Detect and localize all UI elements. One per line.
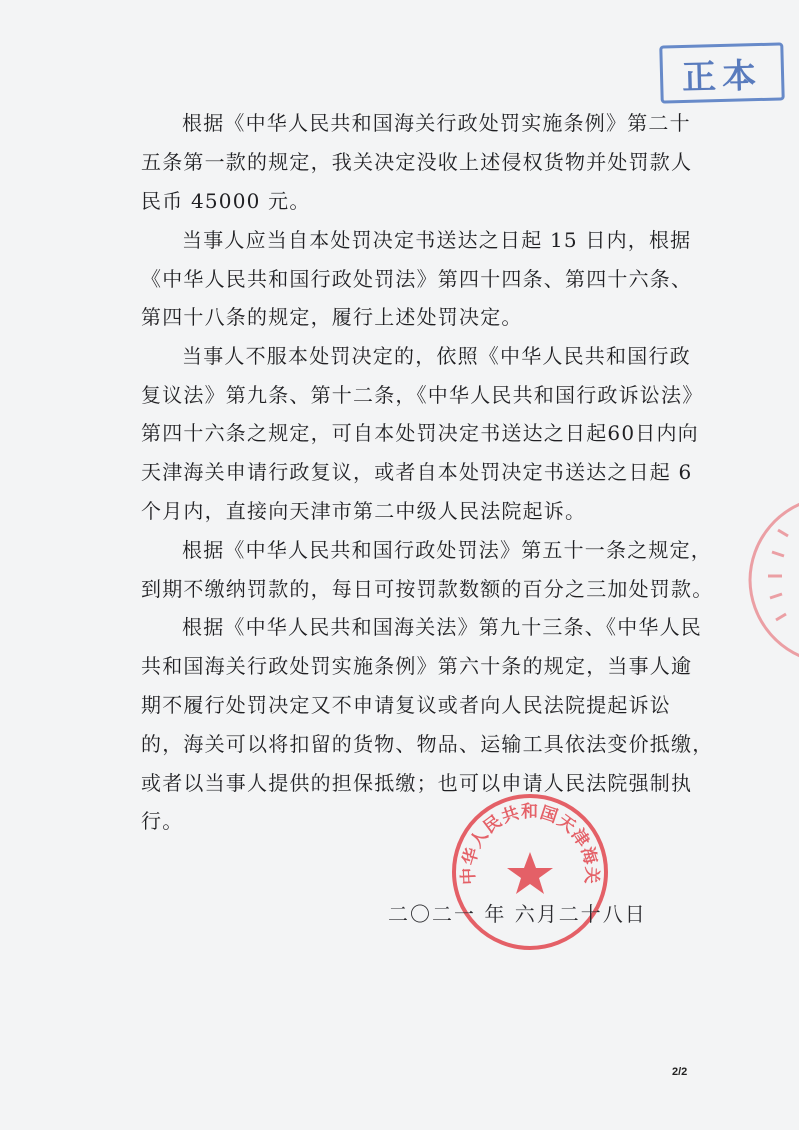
text-line: 民币 45000 元。 bbox=[141, 189, 311, 213]
official-seal bbox=[448, 790, 612, 954]
text-line: 到期不缴纳罚款的，每日可按罚款数额的百分之三加处罚款。 bbox=[141, 577, 714, 601]
star-icon bbox=[507, 852, 553, 894]
text-line: 第四十八条的规定，履行上述处罚决定。 bbox=[141, 305, 523, 329]
text-line: 根据《中华人民共和国海关行政处罚实施条例》第二十 bbox=[182, 111, 691, 135]
text-line: 根据《中华人民共和国海关法》第九十三条、《中华人民 bbox=[182, 615, 702, 639]
text-line: 第四十六条之规定，可自本处罚决定书送达之日起60日内向 bbox=[141, 421, 699, 445]
text-line: 复议法》第九条、第十二条，《中华人民共和国行政诉讼法》 bbox=[141, 383, 704, 407]
issue-date: 二〇二一 年 六月二十八日 bbox=[388, 902, 647, 926]
text-line: 《中华人民共和国行政处罚法》第四十四条、第四十六条、 bbox=[141, 267, 693, 291]
text-line: 当事人应当自本处罚决定书送达之日起 15 日内，根据 bbox=[182, 228, 692, 252]
text-line: 天津海关申请行政复议，或者自本处罚决定书送达之日起 6 bbox=[141, 460, 693, 484]
original-copy-stamp bbox=[659, 42, 784, 103]
stamp-label: 正本 bbox=[681, 55, 763, 98]
page-number: 2/2 bbox=[672, 1066, 688, 1078]
text-line: 共和国海关行政处罚实施条例》第六十条的规定，当事人逾 bbox=[141, 654, 693, 678]
text-line: 五条第一款的规定，我关决定没收上述侵权货物并处罚款人 bbox=[141, 150, 693, 174]
edge-seal-fragment bbox=[742, 490, 799, 670]
text-line: 或者以当事人提供的担保抵缴；也可以申请人民法院强制执 bbox=[141, 771, 693, 795]
seal-text: 中华人民共和国天津海关 bbox=[458, 802, 602, 886]
text-line: 当事人不服本处罚决定的，依照《中华人民共和国行政 bbox=[182, 344, 691, 368]
text-line: 个月内，直接向天津市第二中级人民法院起诉。 bbox=[141, 499, 587, 523]
text-line: 期不履行处罚决定又不申请复议或者向人民法院提起诉讼 bbox=[141, 693, 671, 717]
text-line: 的，海关可以将扣留的货物、物品、运输工具依法变价抵缴， bbox=[141, 732, 714, 756]
text-line: 根据《中华人民共和国行政处罚法》第五十一条之规定， bbox=[182, 538, 712, 562]
text-line: 行。 bbox=[141, 809, 184, 833]
